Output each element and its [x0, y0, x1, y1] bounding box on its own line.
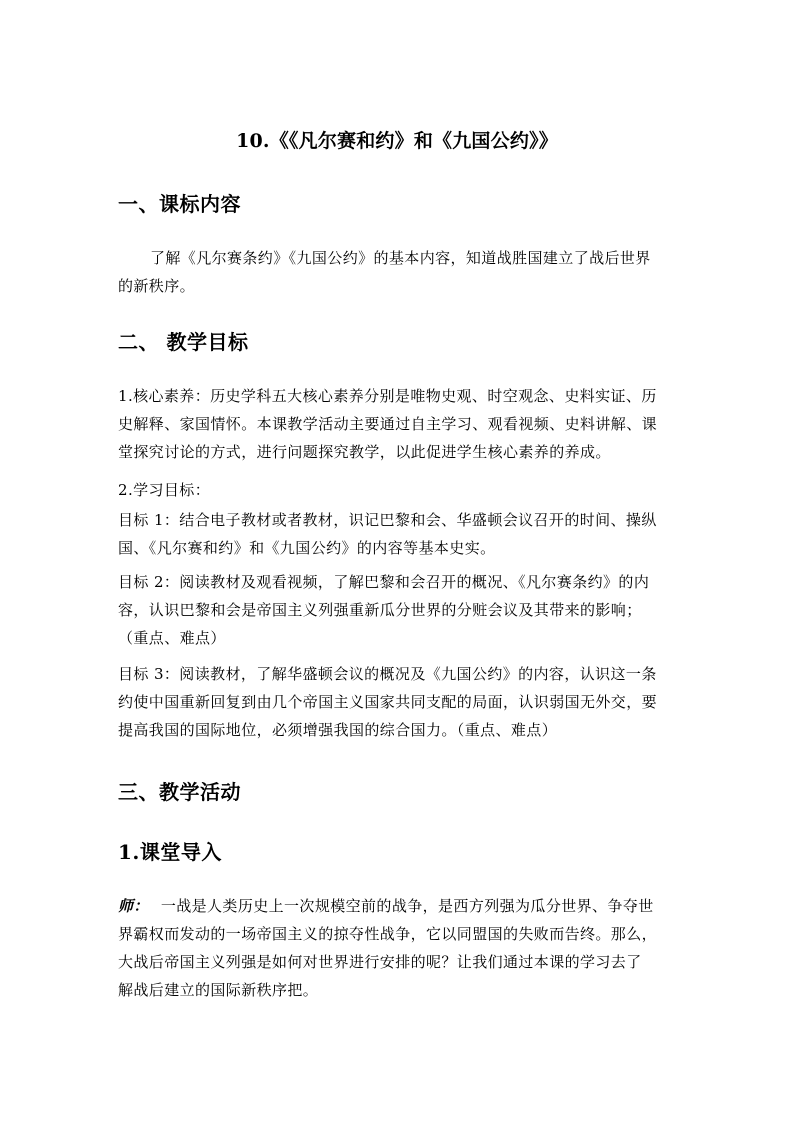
core-literacy-paragraph: [118, 382, 678, 466]
paragraph-line: 约使中国重新回复到由几个帝国主义国家共同支配的局面，认识弱国无外交，要: [118, 693, 658, 711]
document-title: 10.《《凡尔赛和约》和《九国公约》》: [236, 130, 558, 152]
paragraph-line: 大战后帝国主义列强是如何对世界进行安排的呢？让我们通过本课的学习去了: [118, 953, 642, 971]
paragraph-line: 提高我国的国际地位，必须增强我国的综合国力。（重点、难点）: [118, 721, 558, 739]
goal-3-paragraph: [118, 660, 678, 744]
goal-1-paragraph: [118, 506, 678, 562]
paragraph-line: 解战后建立的国际新秩序把。: [118, 981, 319, 999]
paragraph-line: [118, 892, 678, 920]
section-heading-objectives: 二、 教学目标: [118, 330, 249, 354]
learning-goals-label: [118, 476, 678, 504]
paragraph-line: 目标 2：阅读教材及观看视频，了解巴黎和会召开的概况、《凡尔赛条约》的内: [118, 573, 650, 591]
section-heading-activities: 三、教学活动: [118, 780, 241, 804]
paragraph-line: 目标 1：结合电子教材或者教材，识记巴黎和会、华盛顿会议召开的时间、操纵: [118, 511, 657, 529]
paragraph-line: 界霸权而发动的一场帝国主义的掠夺性战争，它以同盟国的失败而告终。那么，: [118, 925, 658, 943]
paragraph-line: 国、《凡尔赛和约》和《九国公约》的内容等基本史实。: [118, 539, 496, 557]
intro-paragraph: [118, 892, 678, 1004]
paragraph-line: 2.学习目标：: [118, 481, 211, 499]
paragraph-line: 容，认识巴黎和会是帝国主义列强重新瓜分世界的分赃会议及其带来的影响；: [118, 601, 642, 619]
paragraph-line: 1.核心素养：历史学科五大核心素养分别是唯物史观、时空观念、史料实证、历: [118, 387, 657, 405]
paragraph-line: 了解《凡尔赛条约》《九国公约》的基本内容，知道战胜国建立了战后世界: [150, 249, 651, 267]
paragraph-line: （重点、难点）: [118, 629, 226, 647]
goal-2-paragraph: [118, 568, 678, 652]
section-heading-curriculum: 一、课标内容: [118, 192, 241, 216]
paragraph-line: 目标 3：阅读教材，了解华盛顿会议的概况及《九国公约》的内容，认识这一条: [118, 665, 657, 683]
speaker-label: 师：: [118, 897, 149, 915]
curriculum-paragraph: [118, 244, 678, 300]
paragraph-line: 史解释、家国情怀。本课教学活动主要通过自主学习、观看视频、史料讲解、课: [118, 415, 658, 433]
paragraph-line: 堂探究讨论的方式，进行问题探究教学，以此促进学生核心素养的养成。: [118, 443, 611, 461]
paragraph-line: 的新秩序。: [118, 277, 196, 295]
subsection-heading-intro: 1.课堂导入: [118, 840, 222, 864]
paragraph-text: 一战是人类历史上一次规模空前的战争，是西方列强为瓜分世界、争夺世: [160, 897, 654, 915]
